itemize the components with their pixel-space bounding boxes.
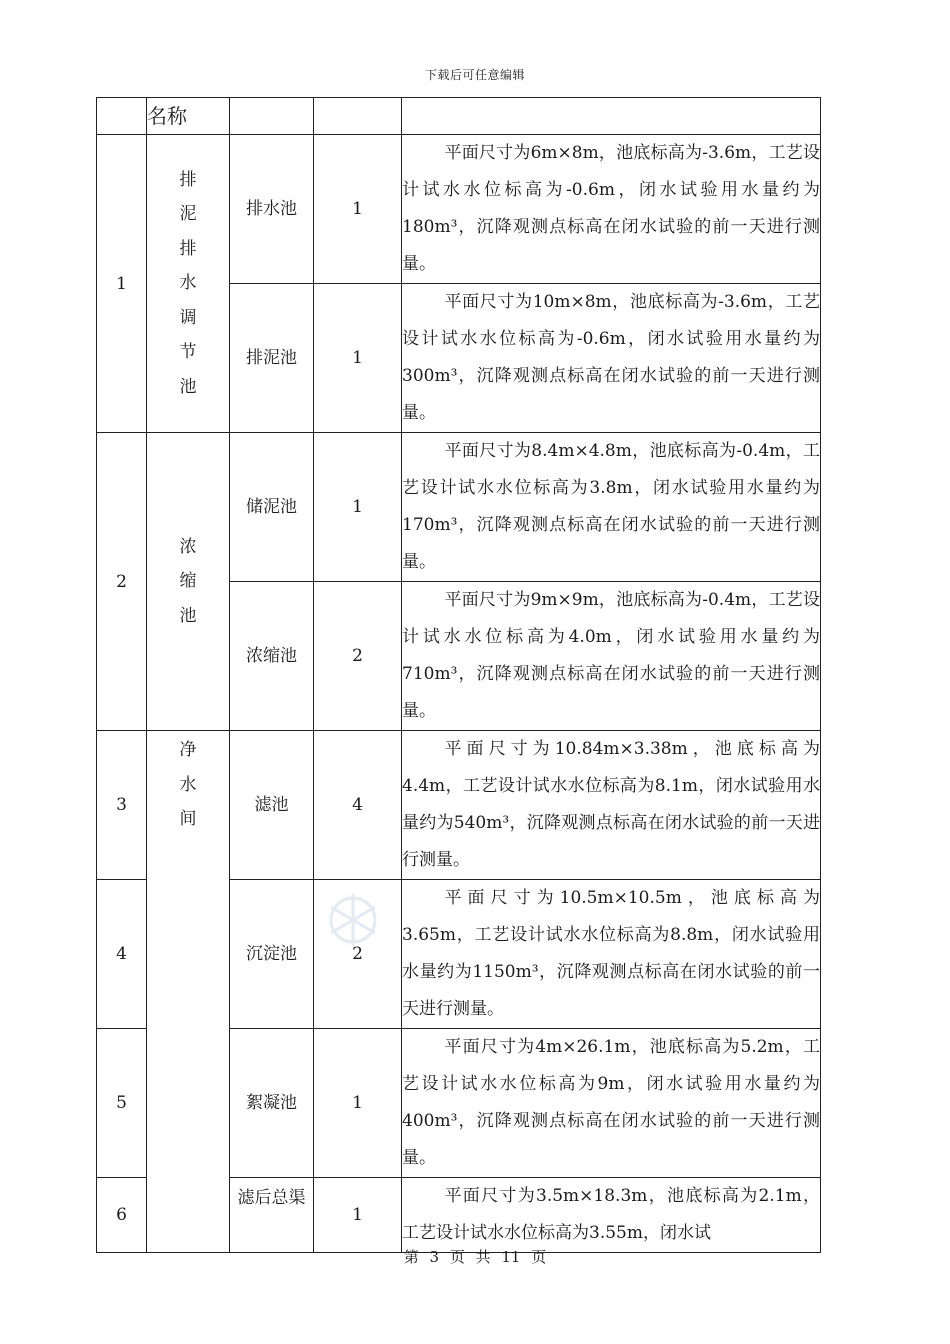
system-char: 泥 <box>179 204 197 225</box>
item-name: 储泥池 <box>230 433 314 582</box>
header-cell-item <box>230 98 314 135</box>
header-note: 下载后可任意编辑 <box>424 68 525 82</box>
item-description: 平面尺寸为10.84m×3.38m，池底标高为4.4m，工艺设计试水水位标高为8.1m，闭水试验用水量约为540m³，沉降观测点标高在闭水试验的前一天进行测量。 <box>402 731 821 880</box>
item-description: 平面尺寸为4m×26.1m，池底标高为5.2m，工艺设计试水水位标高为9m，闭水试验用水量约为400m³，沉降观测点标高在闭水试验的前一天进行测量。 <box>402 1029 821 1178</box>
item-quantity: 1 <box>314 284 402 433</box>
table-header-row <box>97 98 821 135</box>
page-footer: 第 3 页 共 11 页 <box>403 1248 547 1266</box>
row-number: 1 <box>97 135 147 433</box>
system-char: 调 <box>179 307 197 328</box>
item-name: 滤池 <box>230 731 314 880</box>
system-char: 水 <box>179 774 197 795</box>
system-char: 排 <box>179 169 197 190</box>
item-quantity: 2 <box>314 880 402 1029</box>
pool-test-table <box>96 97 821 1253</box>
item-quantity: 1 <box>314 433 402 582</box>
item-description: 平面尺寸为10.5m×10.5m，池底标高为3.65m，工艺设计试水水位标高为8.8m，闭水试验用水量约为1150m³，沉降观测点标高在闭水试验的前一天进行测量。 <box>402 880 821 1029</box>
system-char: 池 <box>179 376 197 397</box>
row-number: 2 <box>97 433 147 731</box>
item-quantity: 1 <box>314 1029 402 1178</box>
system-char: 浓 <box>179 536 197 557</box>
item-name: 浓缩池 <box>230 582 314 731</box>
system-name-cell <box>147 731 230 1253</box>
row-number: 6 <box>97 1178 147 1253</box>
item-quantity: 2 <box>314 582 402 731</box>
row-number: 5 <box>97 1029 147 1178</box>
table-row <box>97 135 821 284</box>
header-cell-num <box>97 98 147 135</box>
header-cell-desc <box>402 98 821 135</box>
item-name: 絮凝池 <box>230 1029 314 1178</box>
system-char: 净 <box>179 740 197 760</box>
system-char: 节 <box>179 342 197 363</box>
system-char: 排 <box>179 238 197 259</box>
row-number: 4 <box>97 880 147 1029</box>
system-char: 水 <box>179 273 197 294</box>
item-quantity: 1 <box>314 135 402 284</box>
row-number: 3 <box>97 731 147 880</box>
item-description: 平面尺寸为8.4m×4.8m，池底标高为-0.4m，工艺设计试水水位标高为3.8m，闭水试验用水量约为170m³，沉降观测点标高在闭水试验的前一天进行测量。 <box>402 433 821 582</box>
header-cell-name: 名称 <box>147 98 230 135</box>
system-char: 缩 <box>179 571 197 592</box>
item-quantity: 4 <box>314 731 402 880</box>
system-char: 池 <box>179 605 197 626</box>
table-row <box>97 433 821 582</box>
item-name: 排泥池 <box>230 284 314 433</box>
item-description: 平面尺寸为10m×8m，池底标高为-3.6m，工艺设计试水水位标高为-0.6m，闭水试验用水量约为300m³，沉降观测点标高在闭水试验的前一天进行测量。 <box>402 284 821 433</box>
item-description: 平面尺寸为3.5m×18.3m，池底标高为2.1m，工艺设计试水水位标高为3.55m，闭水试 <box>402 1178 821 1253</box>
item-name: 沉淀池 <box>230 880 314 1029</box>
item-name: 滤后总渠 <box>230 1178 314 1253</box>
table-row <box>97 731 821 880</box>
header-cell-qty <box>314 98 402 135</box>
item-description: 平面尺寸为6m×8m，池底标高为-3.6m，工艺设计试水水位标高为-0.6m，闭水试验用水量约为180m³，沉降观测点标高在闭水试验的前一天进行测量。 <box>402 135 821 284</box>
item-description: 平面尺寸为9m×9m，池底标高为-0.4m，工艺设计试水水位标高为4.0m，闭水试验用水量约为710m³，沉降观测点标高在闭水试验的前一天进行测量。 <box>402 582 821 731</box>
system-name-cell <box>147 433 230 731</box>
system-char: 间 <box>179 809 197 829</box>
item-quantity: 1 <box>314 1178 402 1253</box>
item-name: 排水池 <box>230 135 314 284</box>
system-name-cell <box>147 135 230 433</box>
watermark-logo <box>308 880 398 970</box>
